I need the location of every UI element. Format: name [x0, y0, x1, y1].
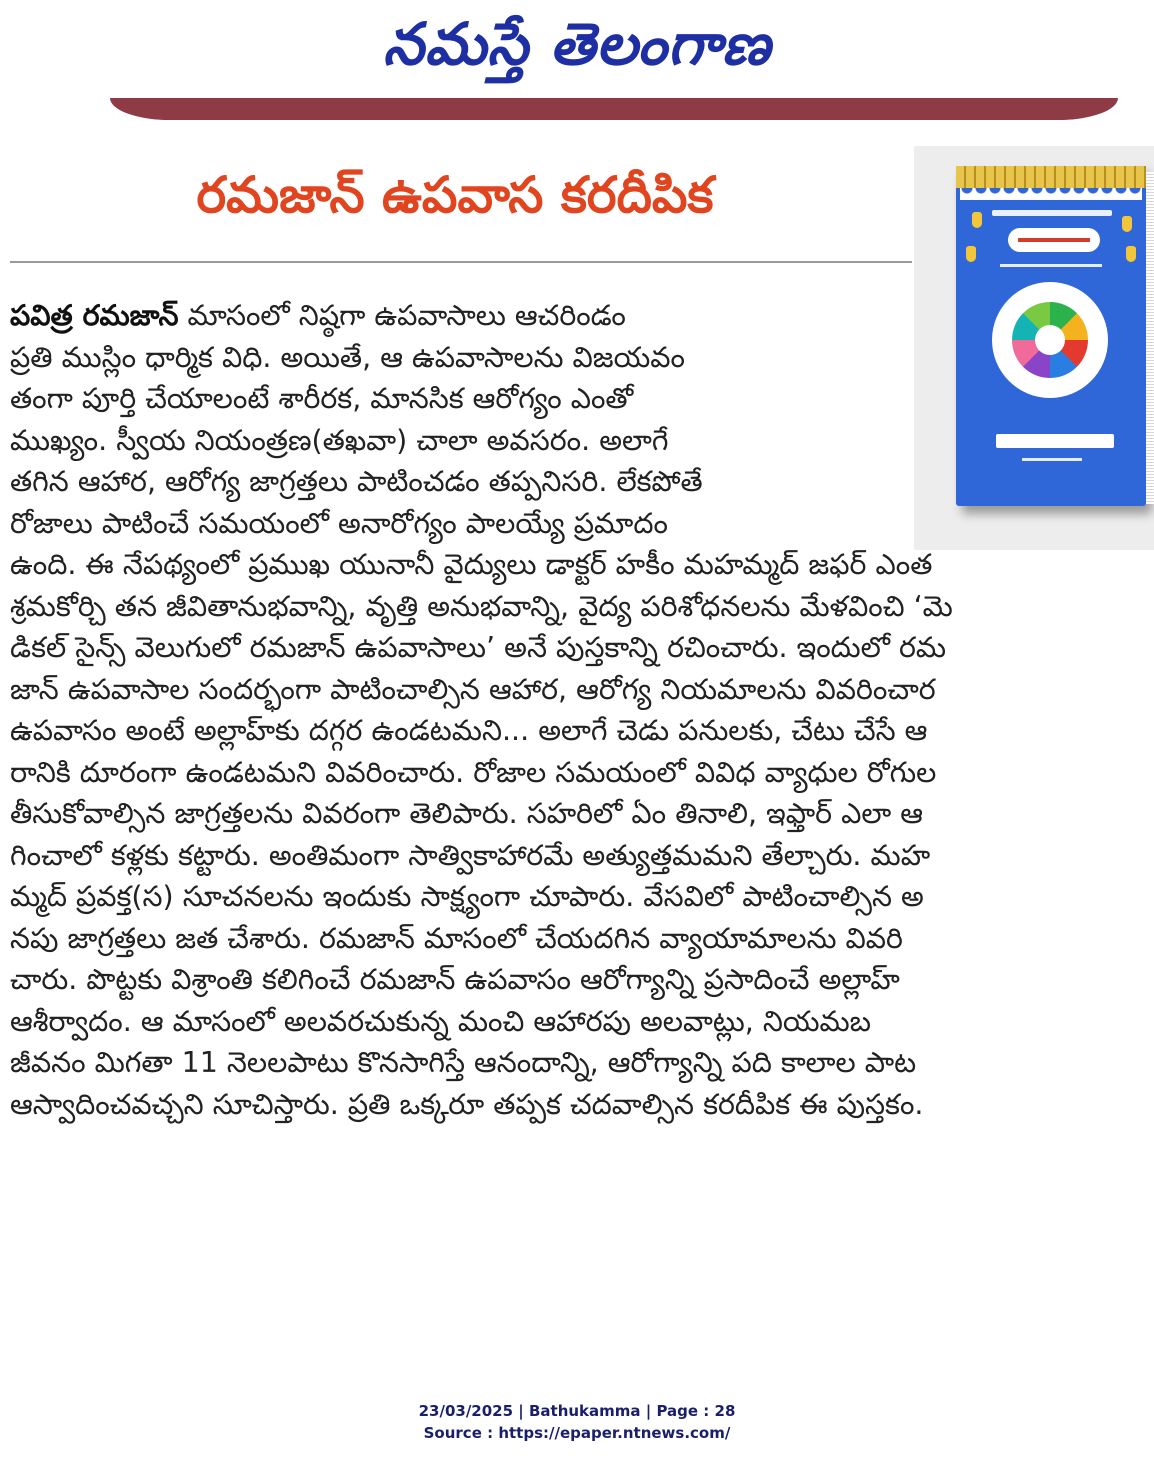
lantern-icon — [1122, 216, 1132, 232]
lantern-icon — [972, 212, 982, 228]
lantern-icon — [1126, 246, 1136, 262]
article-lead: పవిత్ర రమజాన్ — [10, 299, 179, 332]
article-headline: రమజాన్ ఉపవాస కరదీపిక — [196, 166, 714, 224]
article-line: డికల్ సైన్స్ వెలుగులో రమజాన్ ఉపవాసాలు’ అనే పుస్తకాన్ని రచించారు. ఇందులో రమ — [10, 631, 947, 664]
article-line: జాన్ ఉపవాసాల సందర్భంగా పాటించాల్సిన ఆహార, ఆరోగ్య నియమాలను వివరించార — [10, 672, 936, 706]
book-subtitle-bar — [992, 210, 1112, 216]
lantern-icon — [966, 246, 976, 262]
article-line: చారు. పొట్టకు విశ్రాంతి కలిగించే రమజాన్ ఉపవాసం ఆరోగ్యాన్ని ప్రసాదించే అల్లాహ్ — [10, 963, 900, 996]
article-line: రానికి దూరంగా ఉండటమని వివరించారు. రోజాల సమయంలో వివిధ వ్యాధుల రోగుల — [10, 755, 937, 789]
article-line: ఉంది. ఈ నేపథ్యంలో ప్రముఖ యునానీ వైద్యులు డాక్టర్ హకీం మహమ్మద్ జఫర్ ఎంత — [10, 548, 933, 581]
article-line: గించాలో కళ్లకు కట్టారు. అంతిమంగా సాత్వికాహారమే అత్యుత్తమమని తేల్చారు. మహ — [10, 838, 931, 872]
article-line: ముఖ్యం. స్వీయ నియంత్రణ(తఖవా) చాలా అవసరం. అలాగే — [10, 423, 669, 457]
article-line — [10, 295, 1154, 337]
masthead — [0, 0, 1154, 125]
book-cover-border — [956, 166, 1146, 188]
article-line: నపు జాగ్రత్తలు జత చేశారు. రమజాన్ మాసంలో చేయదగిన వ్యాయామాలను వివరి — [10, 921, 903, 955]
article-line: ఆస్వాదించవచ్చని సూచిస్తారు. ప్రతి ఒక్కరూ తప్పక చదవాల్సిన కరదీపిక ఈ పుస్తకం. — [10, 1087, 924, 1121]
article-line: తంగా పూర్తి చేయాలంటే శారీరక, మానసిక ఆరోగ్యం ఎంతో — [10, 382, 634, 415]
masthead-band — [110, 98, 1118, 120]
newspaper-logo: నమస్తే తెలంగాణ — [383, 10, 771, 78]
footer-source-link[interactable]: Source : https://epaper.ntnews.com/ — [423, 1424, 731, 1442]
article-line: ఆశీర్వాదం. ఆ మాసంలో అలవరచుకున్న మంచి ఆహారపు అలవాట్లు, నియమబ — [10, 1004, 872, 1038]
article-line: మ్మద్ ప్రవక్త(స) సూచనలను ఇందుకు సాక్ష్యంగా చూపారు. వేసవిలో పాటించాల్సిన అ — [10, 880, 924, 913]
article-line: ఉపవాసం అంటే అల్లాహ్‌కు దగ్గర ఉండటమని... అలాగే చెడు పనులకు, చేటు చేసే ఆ — [10, 714, 928, 747]
headline-divider — [10, 261, 912, 263]
article-line: తీసుకోవాల్సిన జాగ్రత్తలను వివరంగా తెలిపారు. సహరిలో ఏం తినాలి, ఇఫ్తార్ ఎలా ఆ — [10, 797, 923, 830]
article-line: తగిన ఆహార, ఆరోగ్య జాగ్రత్తలు పాటించడం తప్పనిసరి. లేకపోతే — [10, 465, 703, 498]
book-cover-arches — [960, 188, 1142, 200]
article-line: శ్రమకోర్చి తన జీవితానుభవాన్ని, వృత్తి అనుభవాన్ని, వైద్య పరిశోధనలను మేళవించి ‘మె — [10, 589, 953, 623]
article-line: జీవనం మిగతా 11 నెలలపాటు కొనసాగిస్తే ఆనందాన్ని, ఆరోగ్యాన్ని పది కాలాల పాట — [10, 1046, 917, 1079]
book-title-banner — [1008, 228, 1100, 252]
page-footer — [0, 1400, 1154, 1444]
footer-dateline: 23/03/2025 | Bathukamma | Page : 28 — [418, 1402, 736, 1420]
article-body — [10, 295, 1154, 1125]
article-line-text: మాసంలో నిష్ఠగా ఉపవాసాలు ఆచరిండం — [178, 299, 626, 332]
article-line: ప్రతి ముస్లిం ధార్మిక విధి. అయితే, ఆ ఉపవాసాలను విజయవం — [10, 340, 685, 374]
article-line: రోజాలు పాటించే సమయంలో అనారోగ్యం పాలయ్యే ప్రమాదం — [10, 506, 668, 540]
book-tagline-bar — [1000, 264, 1102, 267]
